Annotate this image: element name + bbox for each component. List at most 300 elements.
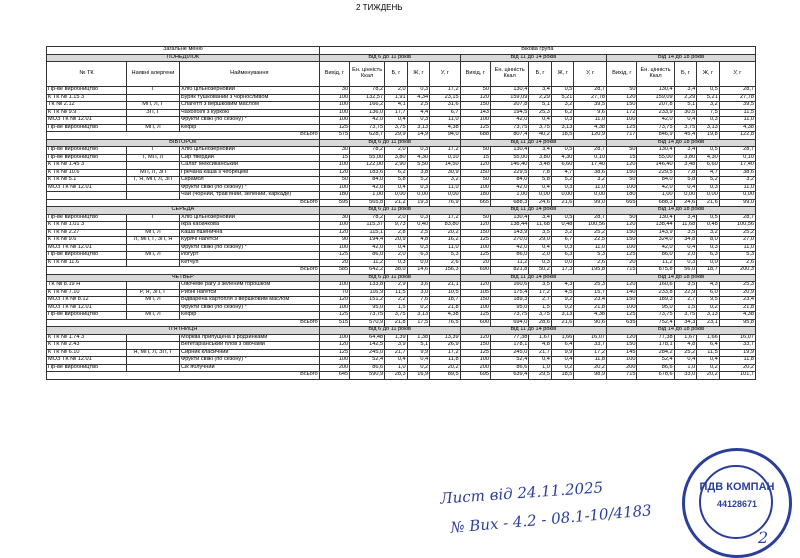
general-menu-header: Загальне меню: [47, 47, 320, 55]
total-value: 715: [607, 372, 637, 380]
value-cell: 6,3: [697, 252, 720, 260]
value-cell: 4,7: [551, 169, 574, 177]
value-cell: 17,2: [430, 349, 460, 357]
value-cell: 0,4: [697, 357, 720, 365]
menu-row: [47, 184, 756, 192]
value-cell: 2,0: [385, 87, 408, 95]
value-cell: 77,38: [491, 334, 529, 342]
value-cell: 120: [607, 222, 637, 230]
value-cell: 159,09: [491, 94, 529, 102]
tk-cell: К ТК № 2.43: [47, 342, 127, 350]
value-cell: 3,2: [697, 229, 720, 237]
tk-cell: К ТК № 9.9: [47, 109, 127, 117]
value-cell: 0,3: [407, 244, 430, 252]
value-cell: 5,8: [385, 177, 408, 185]
value-cell: 3,13: [697, 124, 720, 132]
value-cell: 159,09: [637, 94, 674, 102]
value-cell: 116,9: [350, 289, 385, 297]
value-cell: 9,6: [574, 109, 607, 117]
value-cell: 86,6: [491, 364, 529, 372]
value-cell: 133,8: [350, 282, 385, 290]
total-value: 628,7: [350, 132, 385, 140]
total-value: 34,3: [674, 319, 697, 327]
value-cell: 4,30: [551, 154, 574, 162]
total-value: 570,9: [350, 319, 385, 327]
value-cell: 3,2: [719, 177, 755, 185]
value-cell: 3,4: [529, 87, 552, 95]
value-cell: 30: [319, 214, 349, 222]
value-cell: 207,8: [637, 102, 674, 110]
day-name: ЧЕТВЕР: [47, 274, 320, 282]
tk-cell: К ТК № 7.10: [47, 289, 127, 297]
value-cell: 120: [460, 334, 490, 342]
dish-name-cell: Фрукти свіжі (по сезону) *: [179, 357, 319, 365]
value-cell: 3,13: [697, 312, 720, 320]
total-value: 595: [319, 199, 349, 207]
value-cell: 78,2: [350, 87, 385, 95]
value-cell: 146,40: [637, 162, 674, 170]
value-cell: 4,34: [407, 94, 430, 102]
value-cell: 0,00: [430, 192, 460, 200]
value-cell: 3,75: [674, 124, 697, 132]
total-value: 20,2: [697, 372, 720, 380]
dish-name-cell: Рибні нагетси: [179, 289, 319, 297]
total-value: 17,3: [551, 267, 574, 275]
total-value: 95,8: [719, 319, 755, 327]
total-row: [47, 267, 756, 275]
value-cell: 11,8: [430, 357, 460, 365]
age-range: Від 6 до 11 років: [319, 207, 460, 215]
value-cell: 4,7: [697, 169, 720, 177]
total-value: 90,6: [574, 319, 607, 327]
value-cell: 15,7: [574, 289, 607, 297]
value-cell: 183,6: [350, 169, 385, 177]
value-cell: 2,0: [385, 214, 408, 222]
total-value: 688: [460, 132, 490, 140]
menu-row: [47, 162, 756, 170]
value-cell: 0,4: [529, 184, 552, 192]
allergens-cell: [127, 282, 180, 290]
value-cell: 50: [460, 214, 490, 222]
col-nutrient: У, г: [574, 62, 607, 87]
menu-row: [47, 147, 756, 155]
value-cell: 125: [319, 349, 349, 357]
value-cell: 3,80: [674, 154, 697, 162]
value-cell: 39,5: [719, 102, 755, 110]
col-nutrient: Вихід, г: [319, 62, 349, 87]
value-cell: 5,21: [697, 94, 720, 102]
value-cell: 2,90: [385, 162, 408, 170]
value-cell: 4,38: [430, 312, 460, 320]
value-cell: 21,8: [574, 304, 607, 312]
value-cell: 120: [319, 342, 349, 350]
value-cell: 120: [460, 222, 490, 230]
day-name: ВІВТОРОК: [47, 139, 320, 147]
total-value: 690: [460, 267, 490, 275]
total-value: 89,5: [430, 372, 460, 380]
value-cell: 83,80: [430, 222, 460, 230]
value-cell: 25,3: [574, 282, 607, 290]
age-range: Від 6 до 11 років: [319, 139, 460, 147]
value-cell: 6,3: [551, 252, 574, 260]
value-cell: 100: [319, 357, 349, 365]
dish-name-cell: Сік яблучний: [179, 364, 319, 372]
total-value: 821,8: [491, 267, 529, 275]
value-cell: 5,1: [407, 342, 430, 350]
value-cell: 1,67: [529, 334, 552, 342]
value-cell: 6,4: [551, 342, 574, 350]
value-cell: 0,3: [407, 117, 430, 125]
value-cell: 0,3: [551, 117, 574, 125]
value-cell: 0,40: [407, 222, 430, 230]
value-cell: 20,9: [719, 289, 755, 297]
value-cell: 13,39: [430, 334, 460, 342]
value-cell: 30: [319, 87, 349, 95]
value-cell: 17,2: [430, 214, 460, 222]
value-cell: 0,00: [719, 192, 755, 200]
value-cell: 0,0: [697, 259, 720, 267]
total-value: 200,3: [719, 267, 755, 275]
allergens-cell: Г: [127, 147, 180, 155]
menu-row: [47, 117, 756, 125]
value-cell: 0,10: [574, 154, 607, 162]
value-cell: 28,7: [719, 214, 755, 222]
value-cell: 189,3: [491, 297, 529, 305]
total-value: 715: [607, 267, 637, 275]
total-row: [47, 132, 756, 140]
allergens-cell: Г: [127, 87, 180, 95]
value-cell: 130,4: [491, 147, 529, 155]
value-cell: 27,0: [719, 237, 755, 245]
age-range: Від 14 до 18 років: [607, 207, 756, 215]
menu-row: [47, 357, 756, 365]
value-cell: 95,0: [637, 304, 674, 312]
dish-name-cell: Кефір: [179, 124, 319, 132]
value-cell: 100: [319, 304, 349, 312]
value-cell: 0,3: [407, 147, 430, 155]
value-cell: 0,3: [529, 259, 552, 267]
value-cell: 25,3: [719, 282, 755, 290]
value-cell: 4,4: [407, 109, 430, 117]
value-cell: 78,2: [350, 147, 385, 155]
menu-row: [47, 364, 756, 372]
allergens-cell: МП, Л: [127, 124, 180, 132]
total-value: 21,8: [385, 319, 408, 327]
allergens-cell: [127, 342, 180, 350]
value-cell: 180: [460, 192, 490, 200]
total-value: 639,4: [491, 372, 529, 380]
tk-cell: К ТК № 9.6: [47, 237, 127, 245]
value-cell: 0,2: [697, 364, 720, 372]
value-cell: 3,4: [529, 214, 552, 222]
value-cell: 86,0: [637, 252, 674, 260]
tk-cell: МОЗ ТК № 12.01: [47, 117, 127, 125]
value-cell: 0,3: [385, 259, 408, 267]
value-cell: 143,9: [637, 229, 674, 237]
value-cell: 11,2: [637, 259, 674, 267]
age-range: Від 6 до 11 років: [319, 327, 460, 335]
value-cell: 2,6: [574, 259, 607, 267]
value-cell: 130,4: [637, 147, 674, 155]
total-value: 17,5: [407, 319, 430, 327]
total-value: 99,0: [719, 199, 755, 207]
value-cell: 1,5: [529, 304, 552, 312]
value-cell: 4,38: [574, 124, 607, 132]
value-cell: 125: [460, 349, 490, 357]
value-cell: 194,5: [491, 109, 529, 117]
tk-cell: К ТК № 5.1: [47, 177, 127, 185]
value-cell: 9,5: [697, 297, 720, 305]
total-value: 21,6: [551, 319, 574, 327]
total-value: 18,7: [697, 267, 720, 275]
total-value: 590,9: [350, 372, 385, 380]
total-value: 21,6: [551, 199, 574, 207]
total-value: 76,9: [430, 199, 460, 207]
value-cell: 42,0: [637, 244, 674, 252]
total-value: 694,0: [491, 319, 529, 327]
value-cell: 100: [319, 222, 349, 230]
value-cell: 73,75: [491, 124, 529, 132]
value-cell: 120: [319, 297, 349, 305]
value-cell: 138,44: [637, 222, 674, 230]
value-cell: 30: [319, 147, 349, 155]
value-cell: 100: [460, 117, 490, 125]
value-cell: 0,10: [719, 154, 755, 162]
col-nutrient: Ен. цінність Ккал: [350, 62, 385, 87]
value-cell: 2,6: [719, 259, 755, 267]
allergens-cell: МП, Л, ЗП: [127, 169, 180, 177]
value-cell: 0,4: [385, 117, 408, 125]
day-name: ПОНЕДІЛОК: [47, 54, 320, 62]
value-cell: 0,4: [674, 184, 697, 192]
tk-cell: К ТК № 2.27: [47, 229, 127, 237]
value-cell: 100,56: [719, 222, 755, 230]
value-cell: 77,38: [637, 334, 674, 342]
menu-row: [47, 259, 756, 267]
value-cell: 42,0: [491, 244, 529, 252]
total-value: 665: [607, 199, 637, 207]
dish-name-cell: Сир твердий: [179, 154, 319, 162]
value-cell: 0,4: [674, 117, 697, 125]
value-cell: 0,00: [697, 192, 720, 200]
value-cell: 0,00: [551, 192, 574, 200]
age-range: Від 6 до 11 років: [319, 54, 460, 62]
allergens-cell: Л, МП, Г, ЗП, Я: [127, 237, 180, 245]
page-title: 2 ТИЖДЕНЬ: [356, 3, 403, 12]
value-cell: 28,7: [574, 147, 607, 155]
value-cell: 5,3: [719, 252, 755, 260]
value-cell: 120: [607, 334, 637, 342]
value-cell: 30,9: [430, 169, 460, 177]
dish-name-cell: Фрукти свіжі (по сезону) *: [179, 184, 319, 192]
company-stamp: [682, 448, 792, 558]
value-cell: 17,2: [574, 349, 607, 357]
value-cell: 120: [319, 169, 349, 177]
value-cell: 105: [460, 289, 490, 297]
total-value: 21,6: [697, 199, 720, 207]
day-header-row: [47, 139, 756, 147]
tk-cell: Пр-ве виробництво: [47, 154, 127, 162]
value-cell: 3,8: [407, 169, 430, 177]
total-row: [47, 319, 756, 327]
day-name: П'ЯТНИЦЯ: [47, 327, 320, 335]
value-cell: 20: [460, 259, 490, 267]
value-cell: 140: [607, 289, 637, 297]
value-cell: 95,0: [350, 304, 385, 312]
allergens-cell: [127, 259, 180, 267]
value-cell: 3,2: [574, 177, 607, 185]
value-cell: 125: [607, 124, 637, 132]
total-value: 600: [460, 319, 490, 327]
value-cell: 11,0: [719, 117, 755, 125]
value-cell: 200: [460, 364, 490, 372]
value-cell: 22,9: [674, 289, 697, 297]
value-cell: 19,9: [719, 349, 755, 357]
value-cell: 0,4: [407, 357, 430, 365]
menu-row: [47, 102, 756, 110]
value-cell: 11,0: [719, 244, 755, 252]
value-cell: 120: [607, 282, 637, 290]
total-value: 688,3: [637, 199, 674, 207]
value-cell: 90: [319, 237, 349, 245]
value-cell: 6,7: [430, 109, 460, 117]
value-cell: 73,75: [350, 124, 385, 132]
day-header-row: [47, 274, 756, 282]
value-cell: 23,15: [430, 94, 460, 102]
value-cell: 42,0: [637, 117, 674, 125]
total-label: Всього: [47, 199, 320, 207]
value-cell: 0,4: [385, 357, 408, 365]
value-cell: 100: [319, 109, 349, 117]
value-cell: 0,00: [529, 192, 552, 200]
allergens-cell: [127, 222, 180, 230]
value-cell: 100: [319, 282, 349, 290]
value-cell: 0,00: [407, 192, 430, 200]
value-cell: 100: [460, 184, 490, 192]
tk-cell: К ТК № 6.10: [47, 349, 127, 357]
value-cell: 2,0: [385, 147, 408, 155]
total-value: 195,8: [574, 267, 607, 275]
dish-name-cell: Спагетті з вершковим маслом: [179, 102, 319, 110]
dish-name-cell: Гречана каша з чебрецем: [179, 169, 319, 177]
handwritten-page-number: 2: [758, 528, 769, 547]
col-nutrient: Ж, г: [407, 62, 430, 87]
value-cell: 6,7: [551, 237, 574, 245]
value-cell: 3,5: [674, 229, 697, 237]
age-range: Від 14 до 18 років: [607, 54, 756, 62]
value-cell: 200: [319, 364, 349, 372]
value-cell: 0,5: [551, 147, 574, 155]
value-cell: 166,2: [350, 102, 385, 110]
total-value: 875,8: [637, 267, 674, 275]
value-cell: 130,4: [637, 87, 674, 95]
value-cell: 22,5: [574, 237, 607, 245]
value-cell: 5,1: [529, 102, 552, 110]
value-cell: 4,38: [719, 312, 755, 320]
menu-row: [47, 304, 756, 312]
value-cell: 52,4: [491, 357, 529, 365]
value-cell: 11,5: [719, 109, 755, 117]
value-cell: 23,4: [574, 297, 607, 305]
value-cell: 0,48: [697, 222, 720, 230]
value-cell: 34,8: [674, 237, 697, 245]
value-cell: 11,5: [697, 349, 720, 357]
value-cell: 3,2: [430, 177, 460, 185]
value-cell: 5,1: [674, 102, 697, 110]
value-cell: 26,9: [430, 342, 460, 350]
allergens-cell: [127, 304, 180, 312]
menu-row: [47, 312, 756, 320]
menu-row: [47, 229, 756, 237]
value-cell: 23,4: [719, 297, 755, 305]
value-cell: 3,13: [407, 124, 430, 132]
allergens-cell: [127, 94, 180, 102]
menu-table: [46, 46, 756, 380]
value-cell: 28,7: [719, 147, 755, 155]
value-cell: 4,38: [430, 124, 460, 132]
total-value: 99,0: [574, 199, 607, 207]
value-cell: 21,1: [430, 282, 460, 290]
value-cell: 200: [607, 364, 637, 372]
total-value: 18,5: [551, 372, 574, 380]
value-cell: 0,3: [674, 259, 697, 267]
value-cell: 86,6: [350, 364, 385, 372]
allergens-cell: МП, Л: [127, 312, 180, 320]
value-cell: 38,6: [719, 169, 755, 177]
value-cell: 3,5: [674, 282, 697, 290]
value-cell: 115,37: [350, 222, 385, 230]
value-cell: 125: [460, 124, 490, 132]
dish-name-cell: Салат Мексиканський: [179, 162, 319, 170]
tk-cell: К ТК № 1.15 3: [47, 94, 127, 102]
value-cell: 0,2: [551, 304, 574, 312]
value-cell: 14,50: [430, 162, 460, 170]
total-value: 585: [319, 267, 349, 275]
dish-name-cell: Скрамбл: [179, 177, 319, 185]
value-cell: 2,29: [674, 94, 697, 102]
value-cell: 150: [607, 297, 637, 305]
age-range: Від 6 до 11 років: [319, 274, 460, 282]
value-cell: 0,2: [407, 304, 430, 312]
value-cell: 21,7: [529, 349, 552, 357]
value-cell: 0,0: [551, 259, 574, 267]
value-cell: 73,75: [637, 124, 674, 132]
value-cell: 2,5: [407, 102, 430, 110]
value-cell: 2,0: [385, 252, 408, 260]
value-cell: 0,00: [574, 192, 607, 200]
value-cell: 11,0: [574, 244, 607, 252]
allergens-cell: [127, 162, 180, 170]
value-cell: 151,2: [350, 297, 385, 305]
value-cell: 100: [460, 304, 490, 312]
value-cell: 4,38: [719, 124, 755, 132]
age-range: Від 14 до 18 років: [607, 139, 756, 147]
dish-name-cell: Чахохбілі з куркою: [179, 109, 319, 117]
value-cell: 5,3: [574, 252, 607, 260]
value-cell: 7,8: [529, 169, 552, 177]
allergens-cell: Г: [127, 214, 180, 222]
value-cell: 50: [607, 87, 637, 95]
value-cell: 150: [607, 102, 637, 110]
value-cell: 3,80: [385, 154, 408, 162]
value-cell: 125: [460, 237, 490, 245]
allergens-cell: МП, Л: [127, 229, 180, 237]
value-cell: 73,75: [350, 312, 385, 320]
value-cell: 84,0: [350, 177, 385, 185]
handwritten-letter-date: Лист від 24.11.2025: [439, 478, 604, 508]
allergens-cell: МП, Л: [127, 297, 180, 305]
value-cell: 50: [460, 177, 490, 185]
